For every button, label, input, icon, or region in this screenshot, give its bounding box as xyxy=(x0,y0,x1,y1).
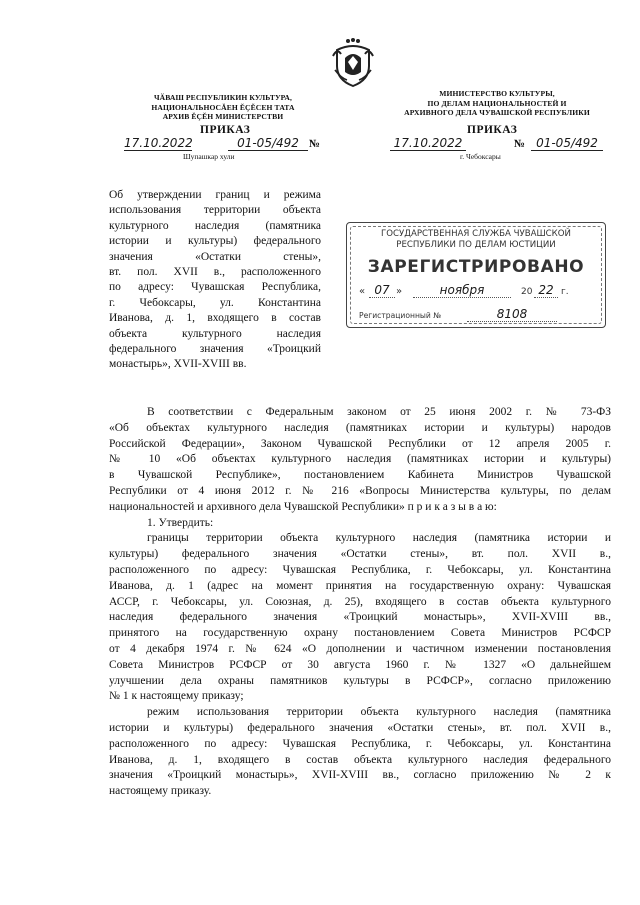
body-line: АССР, г. Чебоксары, ул. Союзная, д. 25), входящего в состав объекта культурного xyxy=(109,595,611,608)
subject-line: Об утверждении границ и режима xyxy=(109,189,321,201)
stamp-quote-open: « xyxy=(359,286,366,297)
subject-line: культурного наследия (памятника xyxy=(109,219,321,232)
registration-stamp xyxy=(346,222,606,328)
item-1-heading: 1. Утвердить: xyxy=(147,516,214,529)
body-line: Совета Министров РСФСР от 30 августа 1960 г. № 1327 «О дальнейшем xyxy=(109,658,611,671)
stamp-year-unit: г. xyxy=(561,287,569,297)
header-left-ministry-name xyxy=(130,93,316,122)
body-line: от 4 декабря 1974 г. № 624 «О дополнении и частичном изменении постановления xyxy=(109,642,611,655)
header-left-title: ПРИКАЗ xyxy=(200,124,251,136)
body-line: № 10 «Об объектах культурного наследия (памятниках истории и культуры) xyxy=(109,453,611,466)
header-right-line-2: ПО ДЕЛАМ НАЦИОНАЛЬНОСТЕЙ И xyxy=(427,98,567,108)
stamp-quote-close: » xyxy=(396,286,403,297)
coat-of-arms-emblem xyxy=(331,36,375,88)
body-line: расположенного по адресу: Чувашская Республика, г. Чебоксары, ул. Константина xyxy=(109,737,611,750)
regime-paragraph xyxy=(109,705,611,800)
body-line: настоящему приказу. xyxy=(109,785,212,798)
header-left-line-3: АРХИВ ĔÇĔН МИНИСТЕРСТВИ xyxy=(162,112,284,121)
header-right-date: 17.10.2022 xyxy=(390,136,466,151)
body-line: № 1 к настоящему приказу; xyxy=(109,690,244,703)
order-body xyxy=(109,405,611,800)
body-line: режим использования территории объекта культурного наследия (памятника xyxy=(147,706,611,719)
header-right-number: 01-05/492 xyxy=(531,136,603,151)
body-line: «Об объектах культурного наследия (памятниках истории и культуры) народов xyxy=(109,421,611,434)
subject-line: истории и культуры) федерального xyxy=(109,235,321,248)
stamp-status: ЗАРЕГИСТРИРОВАНО xyxy=(367,257,585,277)
header-right-place: г. Чебоксары xyxy=(460,152,501,161)
header-right-line-1: МИНИСТЕРСТВО КУЛЬТУРЫ, xyxy=(439,89,555,98)
body-line: В соответствии с Федеральным законом от 25 июня 2002 г. № 73-ФЗ xyxy=(147,406,611,418)
stamp-day: 07 xyxy=(369,283,395,298)
body-line: Иванова, д. 1, входящего в состав объекта культурного наследия федерального xyxy=(109,753,611,766)
stamp-reg-label: Регистрационный № xyxy=(359,311,442,320)
stamp-month: ноября xyxy=(413,283,511,298)
subject-line: Иванова, д. 1, входящего в состав xyxy=(109,312,321,325)
header-right-ministry-name xyxy=(392,89,602,118)
stamp-line-2: РЕСПУБЛИКИ ПО ДЕЛАМ ЮСТИЦИИ xyxy=(396,240,556,250)
header-right-title: ПРИКАЗ xyxy=(467,124,518,136)
subject-line: федерального значения «Троицкий xyxy=(109,343,321,356)
subject-line: по адресу: Чувашская Республика, xyxy=(109,281,321,294)
body-line: наследия федерального значения «Троицкий монастырь», XVII-XVIII вв., xyxy=(109,611,611,624)
body-line: принятого на государственную охрану постановлением Совета Министров РСФСР xyxy=(109,627,611,640)
body-line: расположенного по адресу: Чувашская Республика, г. Чебоксары, ул. Константина xyxy=(109,563,611,576)
header-left-line-2: НАЦИОНАЛЬНОСĂЕН ĔÇĔСЕН ТАТА xyxy=(151,102,295,112)
header-right-number-sign: № xyxy=(514,138,526,150)
body-line: истории и культуры) федерального значения «Остатки стены», вт. пол. XVII в., xyxy=(109,721,611,734)
stamp-year-prefix: 20 xyxy=(521,287,533,297)
stamp-line-1: ГОСУДАРСТВЕННАЯ СЛУЖБА ЧУВАШСКОЙ xyxy=(381,229,571,239)
body-line: улучшении дела охраны памятников культуры в РСФСР», согласно приложению xyxy=(109,674,611,687)
preamble-paragraph xyxy=(109,405,611,516)
stamp-year-suffix: 22 xyxy=(534,283,558,298)
header-left-date: 17.10.2022 xyxy=(124,136,193,150)
subject-line: использования территории объекта xyxy=(109,204,321,217)
stamp-reg-number: 8108 xyxy=(467,307,557,322)
boundaries-paragraph xyxy=(109,531,611,705)
subject-line: вт. пол. XVII в., расположенного xyxy=(109,266,321,279)
body-line: культуры) федерального значения «Остатки стены», вт. пол. XVII в., xyxy=(109,548,611,561)
subject-line: значения «Остатки стены», xyxy=(109,250,321,263)
header-left-number-sign: № xyxy=(309,138,321,150)
body-line: национальностей и архивного дела Чувашской Республики» п р и к а з ы в а ю: xyxy=(109,500,497,513)
header-left-place: Шупашкар хули xyxy=(183,152,235,161)
subject-line: объекта культурного наследия xyxy=(109,327,321,340)
subject-line: монастырь», XVII-XVIII вв. xyxy=(109,358,247,371)
header-left-line-1: ЧӐВАШ РЕСПУБЛИКИН КУЛЬТУРА, xyxy=(153,93,293,102)
body-line: в Чувашской Республике», постановлением Кабинета Министров Чувашской xyxy=(109,469,611,482)
body-line: Республики от 4 июня 2012 г. № 216 «Вопросы Министерства культуры, по делам xyxy=(109,484,611,497)
header-left-number: 01-05/492 xyxy=(228,136,308,151)
header-right-line-3: АРХИВНОГО ДЕЛА ЧУВАШСКОЙ РЕСПУБЛИКИ xyxy=(404,108,590,117)
subject-line: г. Чебоксары, ул. Константина xyxy=(109,296,321,309)
body-line: Российской Федерации», Законом Чувашской Республики от 12 апреля 2005 г. xyxy=(109,437,611,450)
order-subject xyxy=(109,188,321,373)
body-line: границы территории объекта культурного наследия (памятника истории и xyxy=(147,532,611,545)
body-line: Иванова, д. 1 (адрес на момент принятия на государственную охрану: Чувашская xyxy=(109,579,611,592)
body-line: значения «Троицкий монастырь», XVII-XVIII вв., согласно приложению № 2 к xyxy=(109,769,611,782)
